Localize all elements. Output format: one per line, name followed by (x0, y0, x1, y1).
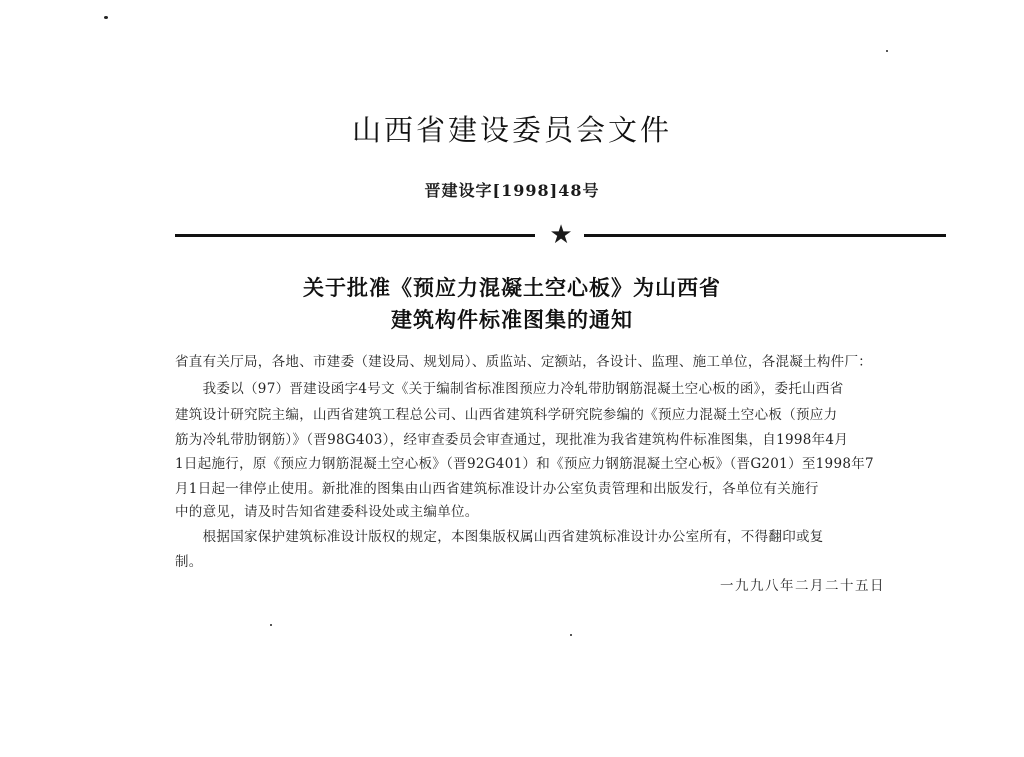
scan-speck (270, 624, 272, 626)
body-line-3: 建筑设计研究院主编，山西省建筑工程总公司、山西省建筑科学研究院参编的《预应力混凝土空心板（预应力 (175, 407, 838, 423)
notice-title-line-1: 关于批准《预应力混凝土空心板》为山西省 (303, 276, 721, 300)
scan-speck (570, 634, 572, 636)
star-icon: ★ (549, 220, 573, 250)
body-line-9: 制。 (175, 554, 203, 570)
scan-speck (886, 50, 888, 52)
body-line-6: 月1日起一律停止使用。新批准的图集由山西省建筑标准设计办公室负责管理和出版发行，各单位有关施行 (175, 481, 819, 497)
notice-title-line-2: 建筑构件标准图集的通知 (391, 308, 633, 332)
body-line-2: 我委以（97）晋建设函字4号文《关于编制省标准图预应力冷轧带肋钢筋混凝土空心板的函》，委托山西省 (175, 381, 844, 397)
issuing-organization-title: 山西省建设委员会文件 (351, 113, 672, 147)
header-divider-left (175, 234, 535, 237)
body-line-1: 省直有关厅局，各地、市建委（建设局、规划局）、质监站、定额站，各设计、监理、施工单位，各混凝土构件厂： (175, 354, 873, 370)
document-date: 一九九八年二月二十五日 (720, 578, 885, 594)
body-line-4: 筋为冷轧带肋钢筋）》（晋98G403），经审查委员会审查通过，现批准为我省建筑构件标准图集，自1998年4月 (175, 432, 849, 448)
body-line-5: 1日起施行，原《预应力钢筋混凝土空心板》（晋92G401）和《预应力钢筋混凝土空心板》（晋G201）至1998年7 (175, 456, 874, 472)
body-line-8: 根据国家保护建筑标准设计版权的规定，本图集版权属山西省建筑标准设计办公室所有，不得翻印或复 (175, 529, 824, 545)
document-number: 晋建设字[1998]48号 (424, 181, 600, 200)
header-divider-right (584, 234, 946, 237)
scan-speck (104, 16, 108, 19)
body-line-7: 中的意见，请及时告知省建委科设处或主编单位。 (175, 504, 479, 520)
